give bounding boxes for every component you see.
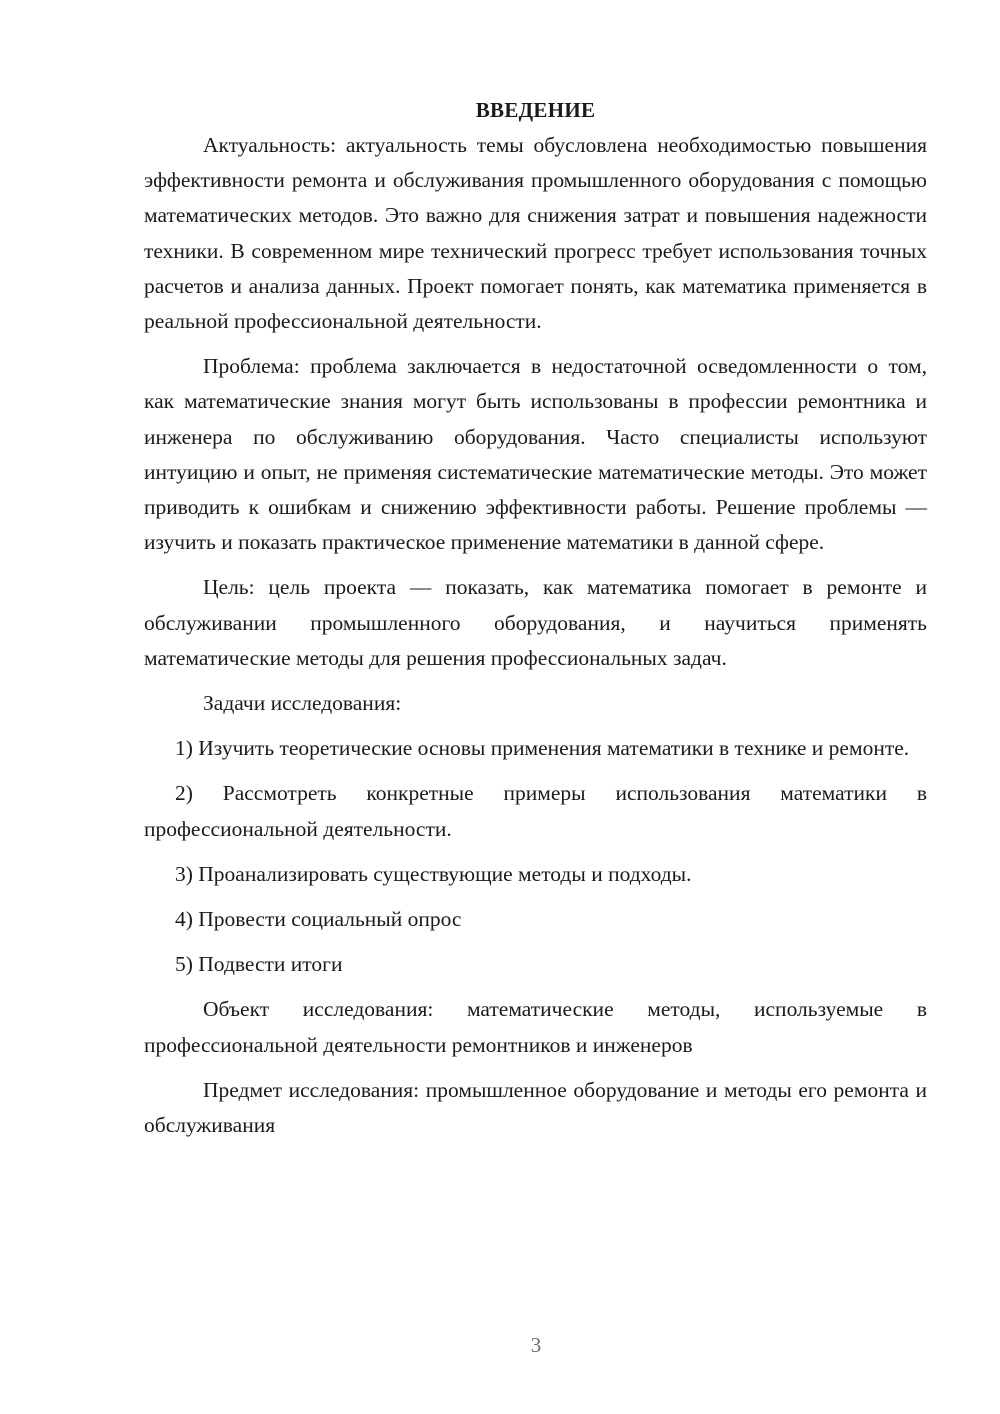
research-subject-paragraph: Предмет исследования: промышленное оборудование и методы его ремонта и обслуживания xyxy=(144,1077,927,1138)
tasks-heading: Задачи исследования: xyxy=(203,691,402,716)
goal-paragraph: Цель: цель проекта — показать, как математика помогает в ремонте и обслуживании промышленного оборудования, и научиться применять математические методы для решения профессиональных задач. xyxy=(144,575,927,670)
section-title: ВВЕДЕНИЕ xyxy=(475,98,596,122)
task-item: 5) Подвести итоги xyxy=(175,952,343,977)
relevance-paragraph: Актуальность: актуальность темы обусловлена необходимостью повышения эффективности ремонта и обслуживания промышленного оборудования с помощью математических методов. Это важно для снижения затрат и повышения надежности техники. В современном мире технический прогресс требует использования точных расчетов и анализа данных. Проект помогает понять, как математика применяется в реальной профессиональной деятельности. xyxy=(144,133,927,334)
page-number: 3 xyxy=(530,1333,542,1357)
page-content xyxy=(144,95,927,1153)
task-item: 2) Рассмотреть конкретные примеры использования математики в профессиональной деятельности. xyxy=(144,781,927,841)
problem-paragraph: Проблема: проблема заключается в недостаточной осведомленности о том, как математические знания могут быть использованы в профессии ремонтника и инженера по обслуживанию оборудования. Часто специалисты используют интуицию и опыт, не применяя систематические математические методы. Это может приводить к ошибкам и снижению эффективности работы. Решение проблемы — изучить и показать практическое применение математики в данной сфере. xyxy=(144,354,927,555)
task-item: 3) Проанализировать существующие методы и подходы. xyxy=(175,861,692,886)
research-object-paragraph: Объект исследования: математические методы, используемые в профессиональной деятельности ремонтников и инженеров xyxy=(144,997,927,1057)
task-item: 4) Провести социальный опрос xyxy=(175,907,462,932)
task-item: 1) Изучить теоретические основы применения математики в технике и ремонте. xyxy=(175,736,910,761)
